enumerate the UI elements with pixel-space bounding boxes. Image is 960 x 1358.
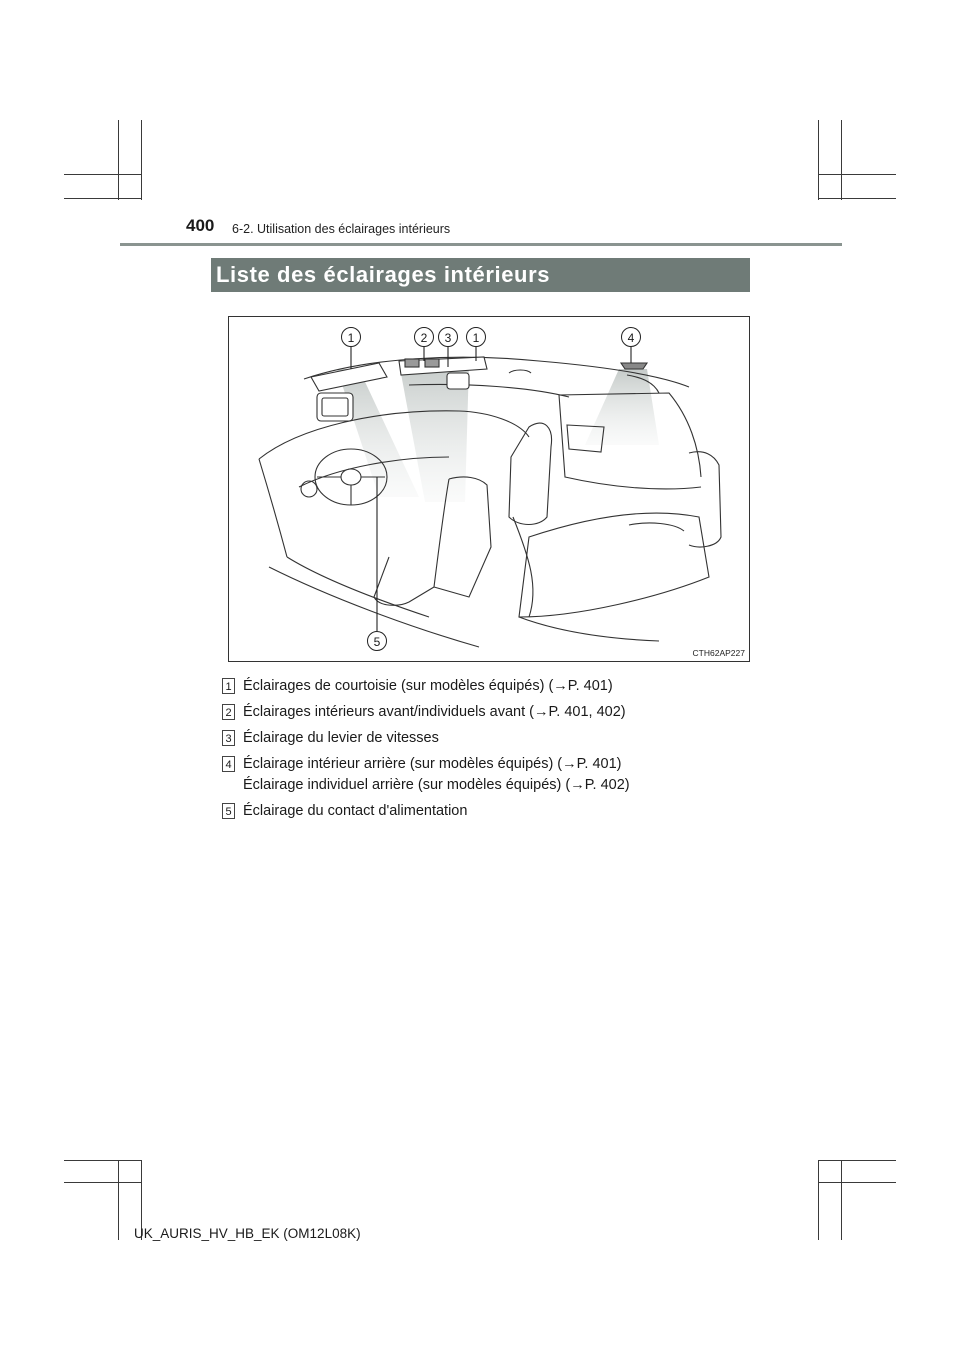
callout-4: 4 (621, 327, 641, 347)
legend-item (222, 676, 762, 697)
legend-number: 4 (222, 756, 235, 772)
interior-illustration (228, 316, 750, 662)
callout-1: 1 (341, 327, 361, 347)
legend-number: 5 (222, 803, 235, 819)
legend-text: Éclairages de courtoisie (sur modèles équipés) (→P. 401) (243, 678, 613, 694)
legend-item (222, 728, 762, 749)
header-rule (120, 243, 842, 246)
legend-item (222, 754, 762, 796)
footer-code: UK_AURIS_HV_HB_EK (OM12L08K) (134, 1226, 361, 1241)
figure-code: CTH62AP227 (692, 648, 745, 658)
legend-list (222, 676, 762, 827)
legend-number: 1 (222, 678, 235, 694)
callout-3: 3 (438, 327, 458, 347)
legend-text: Éclairage du levier de vitesses (243, 730, 439, 746)
callout-1-second: 1 (466, 327, 486, 347)
legend-text: Éclairage du contact d'alimentation (243, 803, 468, 819)
legend-text: Éclairages intérieurs avant/individuels avant (→P. 401, 402) (243, 704, 626, 720)
callout-2: 2 (414, 327, 434, 347)
legend-item (222, 801, 762, 822)
callout-5: 5 (367, 631, 387, 651)
banner-title: Liste des éclairages intérieurs (211, 258, 750, 292)
legend-number: 2 (222, 704, 235, 720)
section-title: 6-2. Utilisation des éclairages intérieurs (232, 222, 451, 236)
page-number: 400 (186, 216, 215, 235)
legend-number: 3 (222, 730, 235, 746)
car-interior-drawing (229, 317, 749, 661)
legend-text: Éclairage intérieur arrière (sur modèles équipés) (→P. 401) (243, 756, 622, 772)
legend-text: Éclairage individuel arrière (sur modèles équipés) (→P. 402) (243, 777, 630, 793)
legend-item (222, 702, 762, 723)
